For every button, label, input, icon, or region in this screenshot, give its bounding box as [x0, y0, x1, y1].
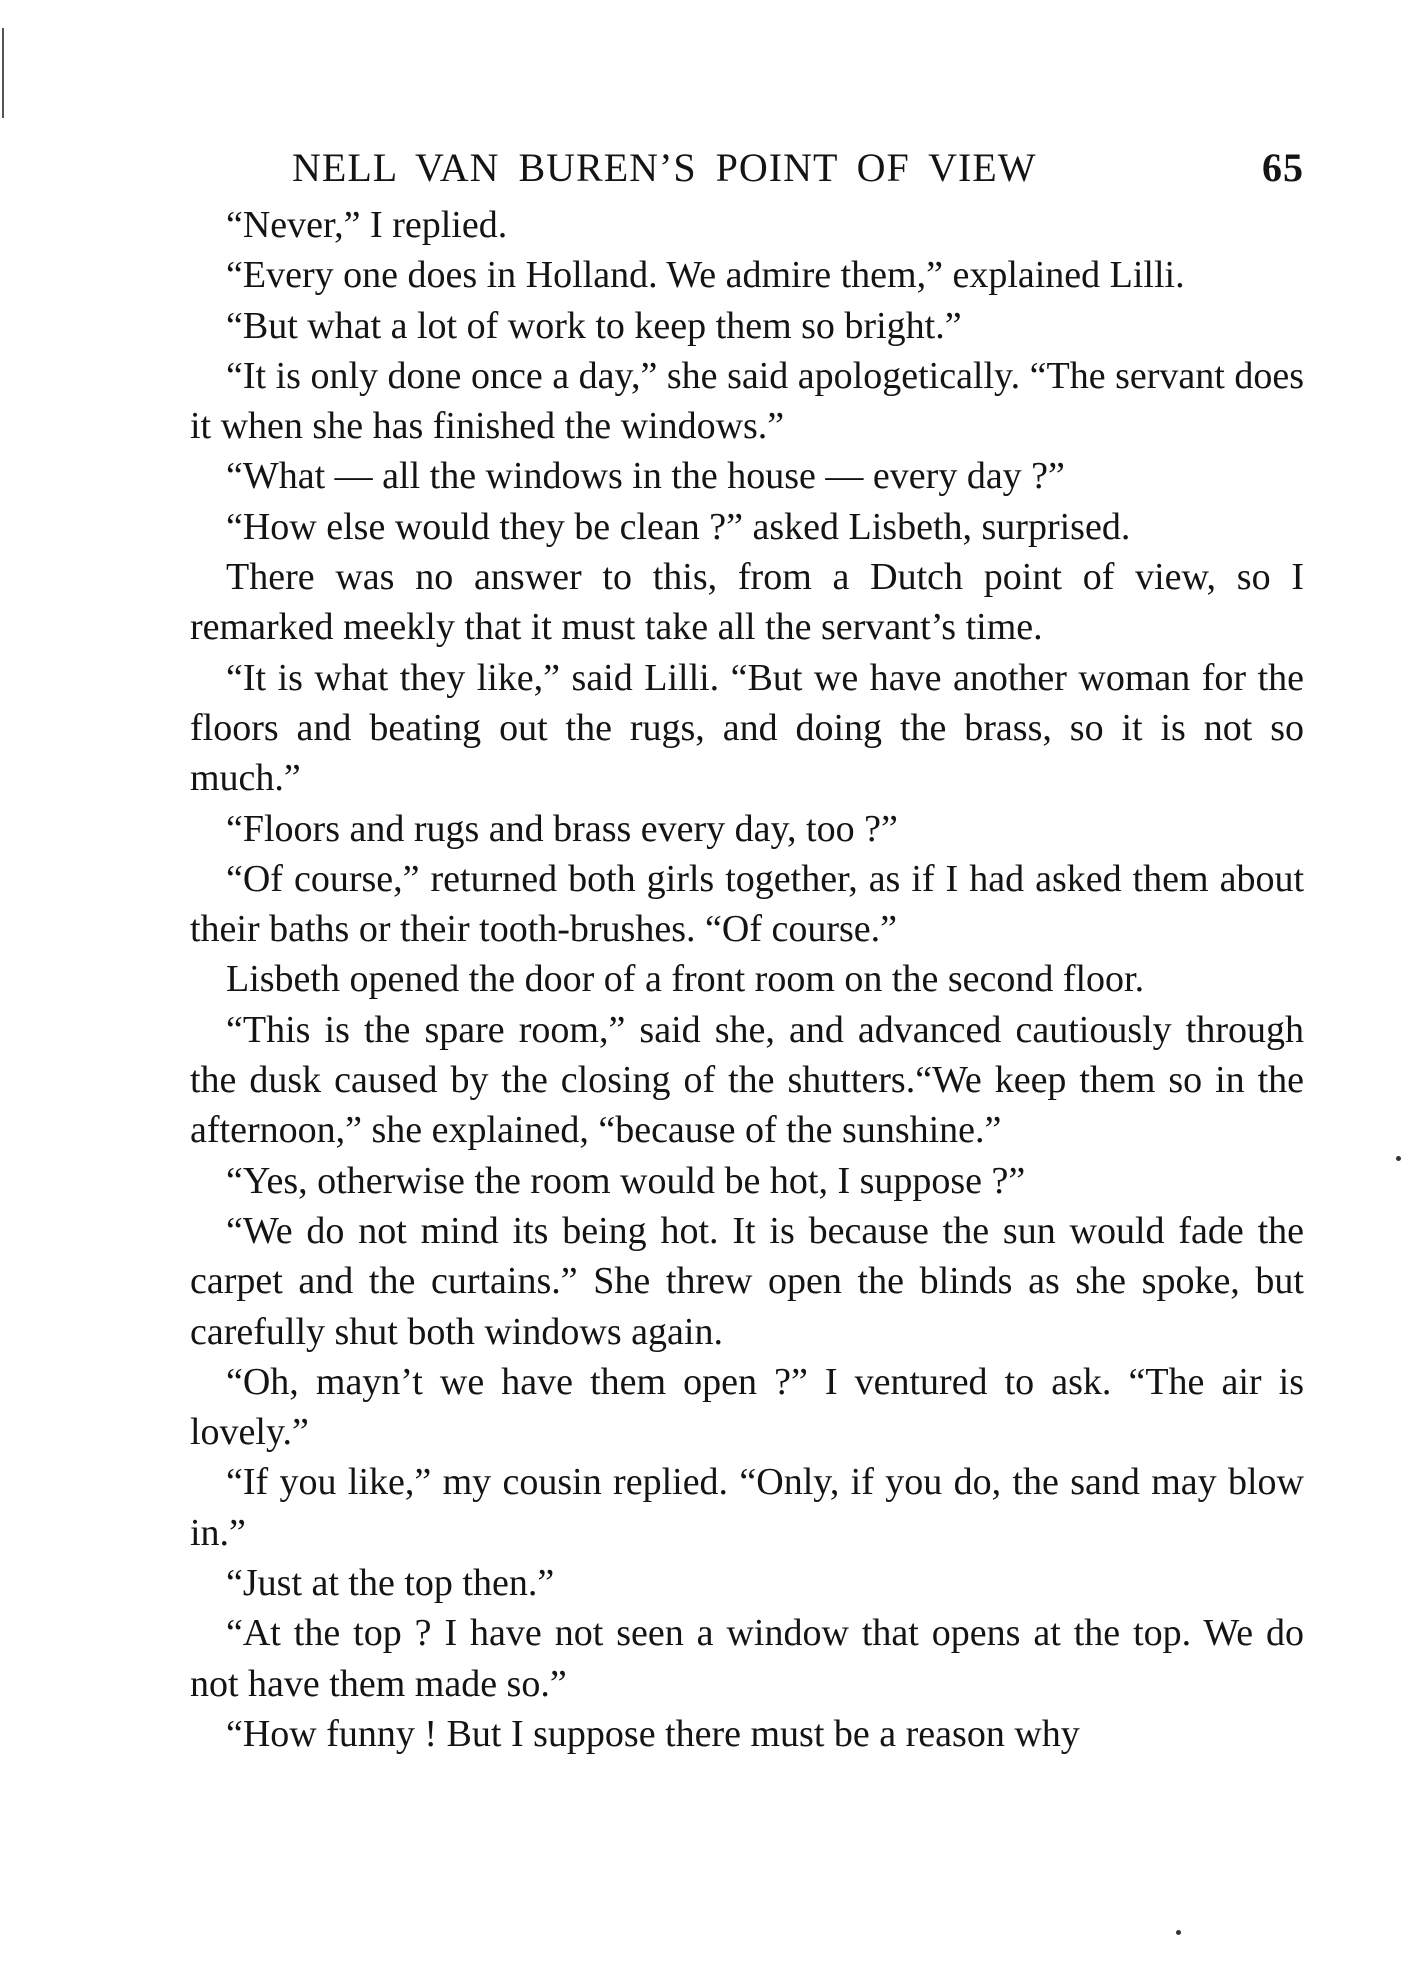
paragraph: “It is what they like,” said Lilli. “But we have another woman for the floors and beating out the rugs, and doing the brass, so it is not so much.”: [190, 656, 1304, 800]
page-body: [190, 200, 1304, 1759]
page-number: 65: [1262, 145, 1304, 190]
paragraph: “If you like,” my cousin replied. “Only, if you do, the sand may blow in.”: [190, 1461, 1304, 1554]
scan-speck: [1176, 1930, 1181, 1935]
paragraph: There was no answer to this, from a Dutch point of view, so I remarked meekly that it must take all the servant’s time.: [190, 556, 1304, 649]
paragraph: “We do not mind its being hot. It is because the sun would fade the carpet and the curtains.” She threw open the blinds as she spoke, but carefully shut both windows again.: [190, 1209, 1304, 1353]
paragraph: “Oh, mayn’t we have them open ?” I ventured to ask. “The air is lovely.”: [190, 1360, 1304, 1454]
paragraph: “How else would they be clean ?” asked Lisbeth, surprised.: [226, 505, 1131, 548]
page-header: [292, 136, 1304, 200]
running-title: NELL VAN BUREN’S POINT OF VIEW: [292, 145, 1037, 190]
paragraph-continued: “How funny ! But I suppose there must be a reason why: [226, 1712, 1080, 1755]
paragraph: “At the top ? I have not seen a window that opens at the top. We do not have them made so.”: [190, 1612, 1304, 1705]
scan-edge-mark: [2, 28, 4, 118]
paragraph: “Floors and rugs and brass every day, too ?”: [226, 807, 898, 850]
paragraph: “Just at the top then.”: [226, 1562, 555, 1605]
paragraph: “Yes, otherwise the room would be hot, I suppose ?”: [226, 1159, 1026, 1202]
paragraph: “But what a lot of work to keep them so bright.”: [226, 304, 962, 347]
paragraph: “Every one does in Holland. We admire them,” explained Lilli.: [226, 254, 1185, 297]
paragraph: “Of course,” returned both girls together, as if I had asked them about their baths or their tooth-brushes. “Of course.”: [190, 857, 1304, 951]
paragraph: “What — all the windows in the house — every day ?”: [226, 455, 1065, 498]
scan-speck: [1396, 1156, 1401, 1161]
paragraph: “It is only done once a day,” she said apologetically. “The servant does it when she has finished the windows.”: [190, 354, 1304, 448]
paragraph: Lisbeth opened the door of a front room on the second floor.: [226, 958, 1145, 1001]
paragraph: “This is the spare room,” said she, and advanced cautiously through the dusk caused by the closing of the shutters.“We keep them so in the afternoon,” she explained, “because of the sunshine.”: [190, 1008, 1304, 1152]
paragraph: “Never,” I replied.: [226, 204, 508, 246]
